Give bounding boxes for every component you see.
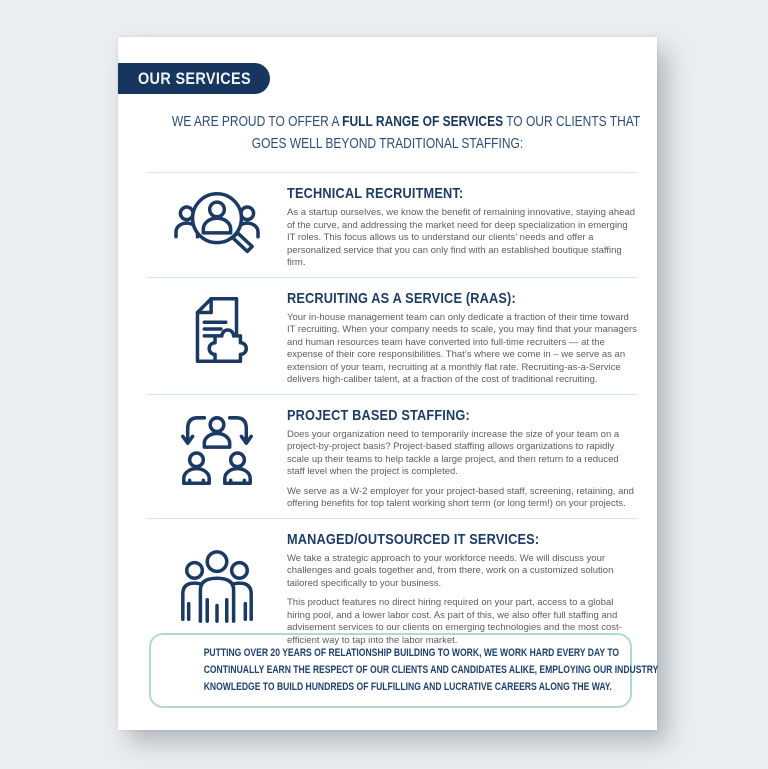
service-description: Does your organization need to temporarily increase the size of your team on a project-by-project basis? Project-based staffing allows organizations to rapidly scale up their teams to help tackle a large project, and then return to a reduced staff level when the project is completed.	[287, 428, 620, 477]
service-description: As a startup ourselves, we know the benefit of remaining innovative, staying ahead of the curve, and addressing the market need for deep specialization in emerging IT roles. This focus allows us to understand our clients’ needs and offer a personalized service that you can only find with an established boutique staffing firm.	[287, 207, 636, 268]
service-description: This product features no direct hiring required on your part, access to a global hiring pool, and a lower labor cost. As part of this, we also offer full staffing and advisement services to our clients on emerging technologies and the most cost-efficient way to tap into the labor market.	[287, 597, 622, 646]
team-scaling-arrows-icon	[171, 410, 263, 494]
badge-label: OUR SERVICES	[137, 68, 251, 88]
team-group-icon	[174, 545, 260, 629]
callout-line-2: CONTINUALLY EARN THE RESPECT OF OUR CLIENTS AND CANDIDATES ALIKE, EMPLOYING OUR INDUSTRY	[203, 664, 659, 676]
flyer-page	[118, 37, 657, 730]
service-description: Your in-house management team can only dedicate a fraction of their time toward IT recruiting. When your company needs to scale, you may find that your managers and human resources team have converted into full-time recruiters — at the expense of their core responsibilities. That’s where we come in – we serve as an extension of your team, recruiting at a monthly flat rate. Recruiting-as-a-Service delivers high-caliber talent, at a fraction of the cost of traditional recruiting.	[287, 311, 637, 385]
callout-line-3: KNOWLEDGE TO BUILD HUNDREDS OF FULFILLING AND LUCRATIVE CAREERS ALONG THE WAY.	[203, 681, 612, 693]
service-section-technical-recruitment	[147, 172, 637, 277]
service-title: TECHNICAL RECRUITMENT:	[287, 185, 464, 202]
service-title: MANAGED/OUTSOURCED IT SERVICES:	[287, 530, 540, 548]
closing-callout-box	[149, 633, 659, 708]
intro-statement	[118, 111, 657, 155]
intro-prefix: WE ARE PROUD TO OFFER A	[171, 113, 343, 130]
callout-line-1: PUTTING OVER 20 YEARS OF RELATIONSHIP BUILDING TO WORK, WE WORK HARD EVERY DAY TO	[203, 647, 620, 659]
service-section-raas	[147, 277, 637, 394]
service-section-project-based-staffing	[147, 394, 637, 518]
section-header-badge	[118, 63, 270, 94]
document-puzzle-icon	[173, 290, 261, 372]
service-description: We serve as a W-2 employer for your project-based staff, screening, retaining, and offering benefits for top talent working short term (or long term!) on your projects.	[287, 485, 634, 509]
service-description: We take a strategic approach to your workforce needs. We will discuss your challenges and goals together and, from there, work on a customized solution tailored specifically to your business.	[287, 552, 614, 589]
intro-line2: GOES WELL BEYOND TRADITIONAL STAFFING:	[251, 135, 524, 152]
intro-line1-suffix: TO OUR CLIENTS THAT	[503, 113, 641, 130]
service-title: RECRUITING AS A SERVICE (RAAS):	[287, 289, 516, 307]
intro-bold-phrase: FULL RANGE OF SERVICES	[342, 113, 504, 130]
candidate-search-icon	[171, 185, 263, 267]
services-list	[147, 172, 637, 654]
service-title: PROJECT BASED STAFFING:	[287, 406, 470, 424]
